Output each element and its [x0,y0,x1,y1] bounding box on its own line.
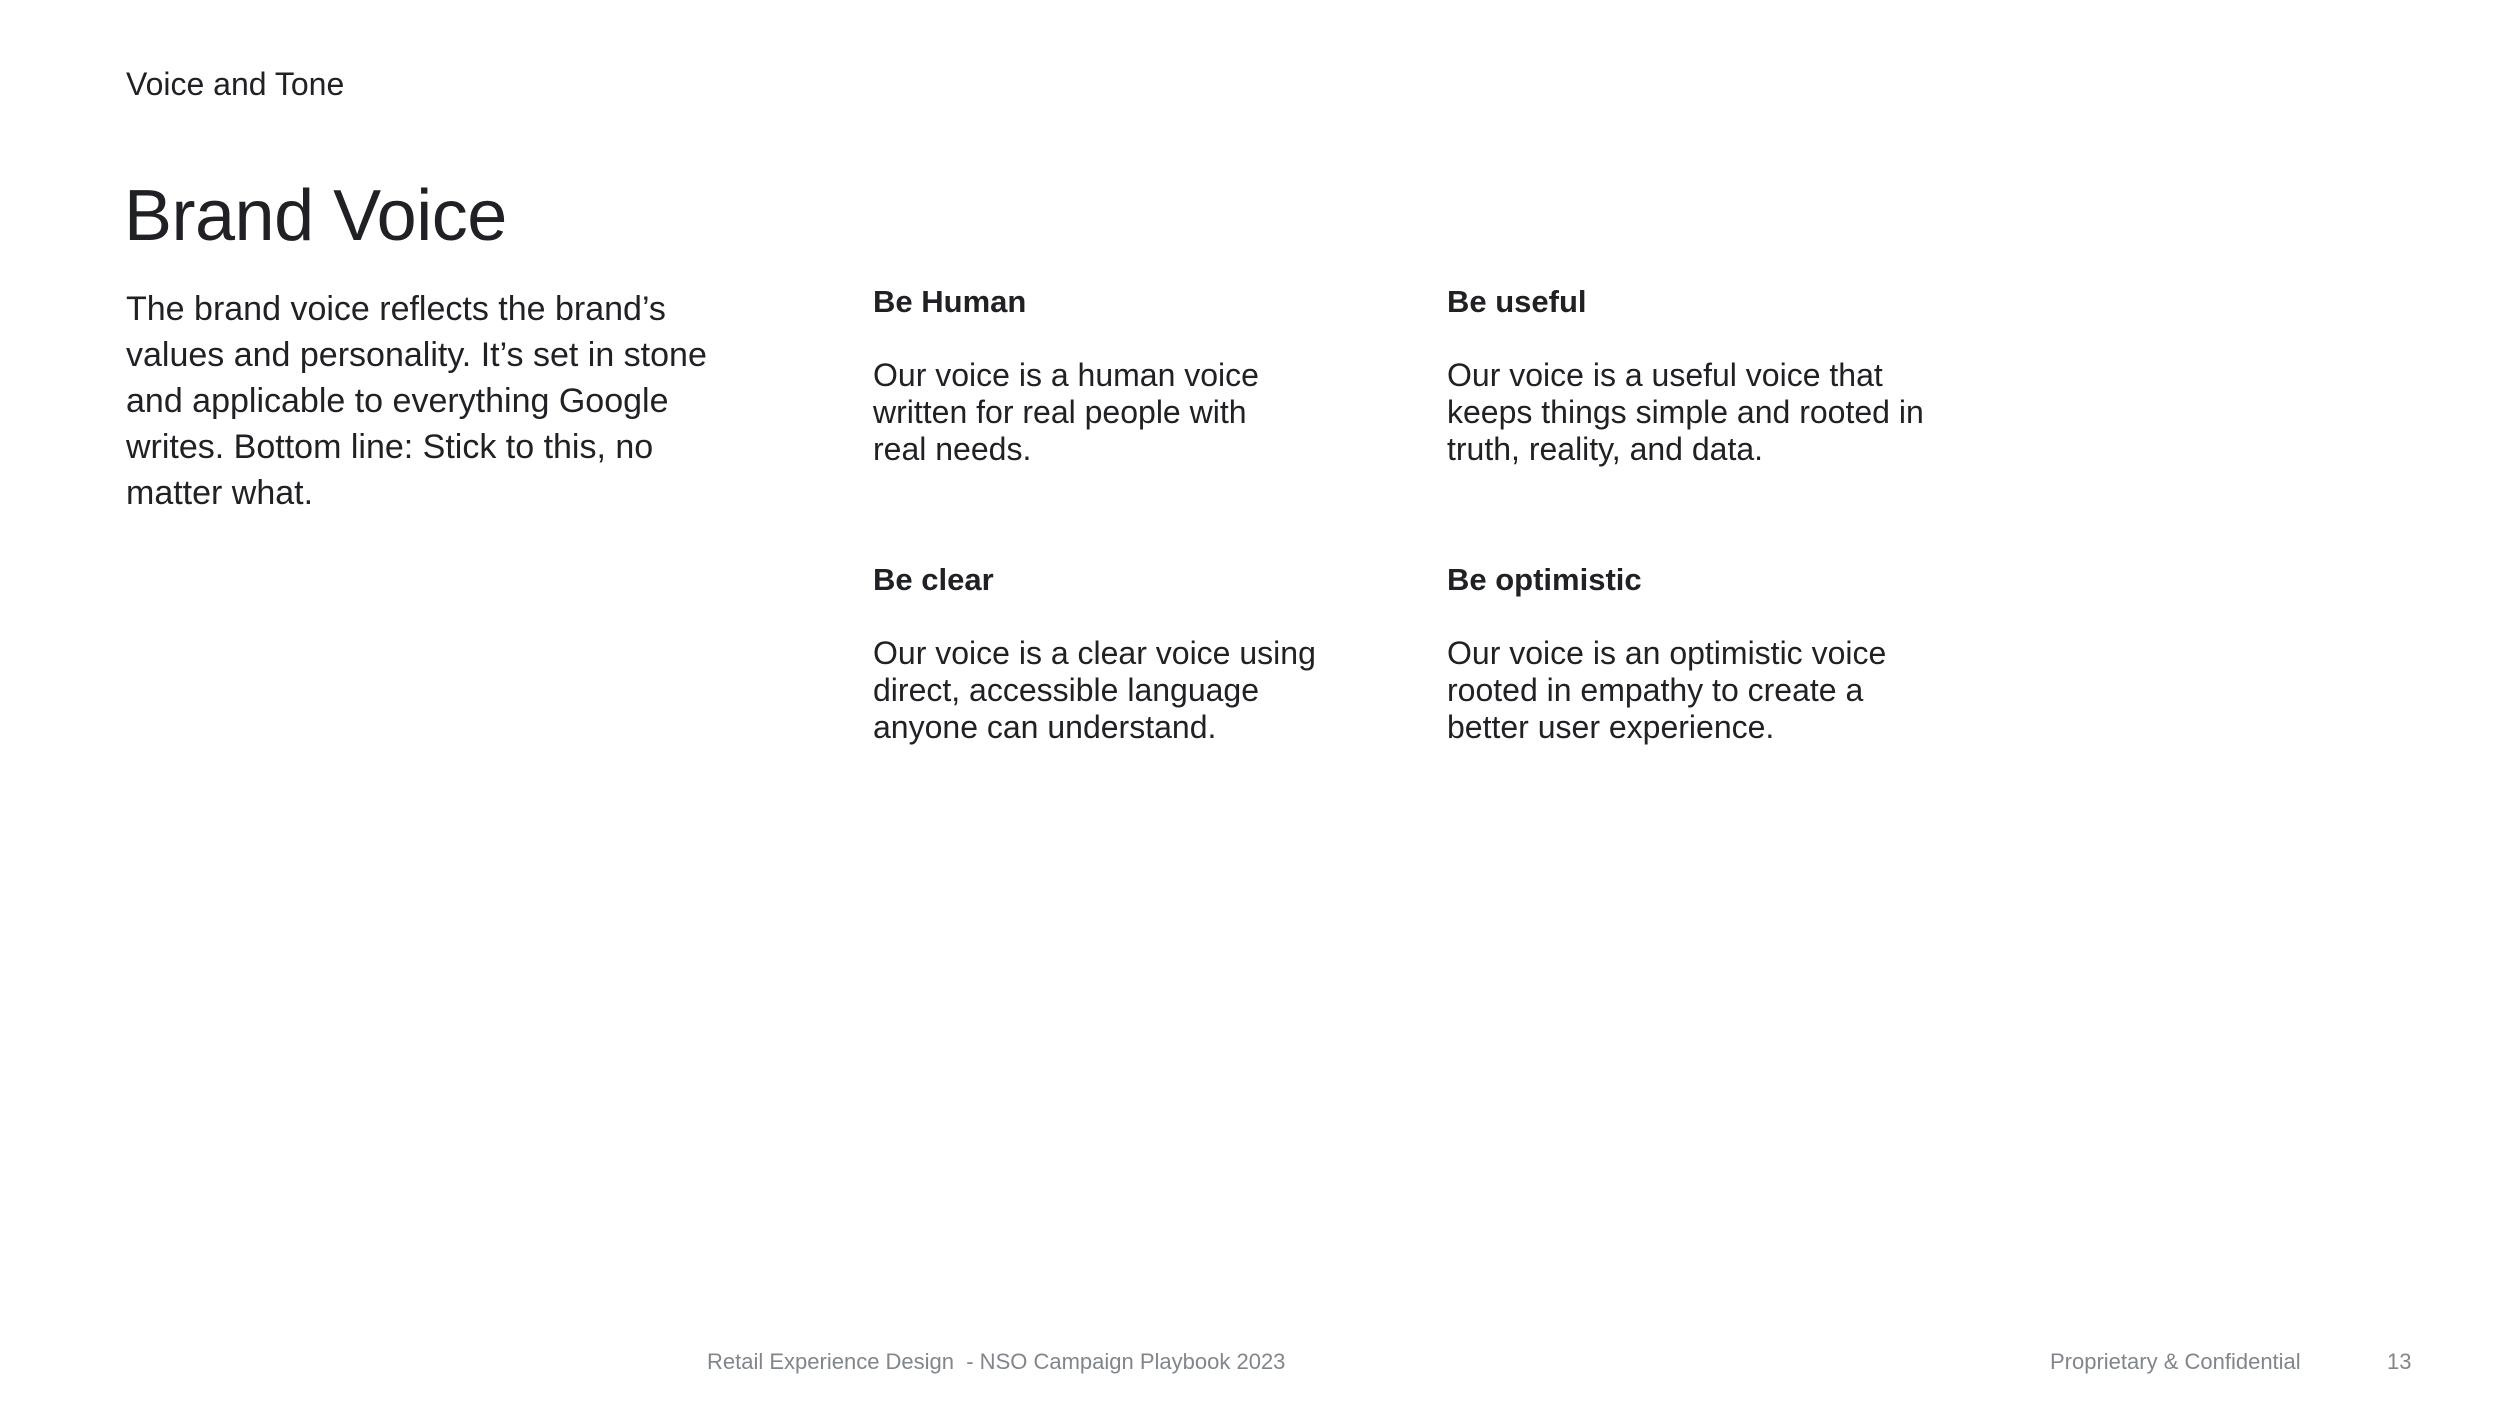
principle-body: Our voice is a useful voice that keeps things simple and rooted in truth, reality, and data. [1447,357,1924,467]
principle-heading: Be Human [873,284,1027,319]
principle-body: Our voice is a clear voice using direct, accessible language anyone can understand. [873,635,1316,745]
intro-paragraph: The brand voice reflects the brand’s values and personality. It’s set in stone and applicable to everything Google writes. Bottom line: Stick to this, no matter what. [126,290,707,512]
principle-heading: Be optimistic [1447,562,1642,597]
principle-heading: Be useful [1447,284,1587,319]
footer-confidentiality: Proprietary & Confidential [2050,1349,2301,1374]
principle-body: Our voice is a human voice written for real people with real needs. [873,357,1259,467]
page-title: Brand Voice [124,176,507,256]
principle-be-useful [1447,283,1967,468]
principle-heading: Be clear [873,562,994,597]
principle-be-optimistic [1447,561,1967,746]
principle-be-clear [873,561,1393,746]
section-label: Voice and Tone [126,66,345,102]
page-number: 13 [2387,1349,2412,1374]
footer-document-title: Retail Experience Design - NSO Campaign Playbook 2023 [707,1349,1286,1374]
principle-body: Our voice is an optimistic voice rooted in empathy to create a better user experience. [1447,635,1887,745]
principle-be-human [873,283,1393,468]
